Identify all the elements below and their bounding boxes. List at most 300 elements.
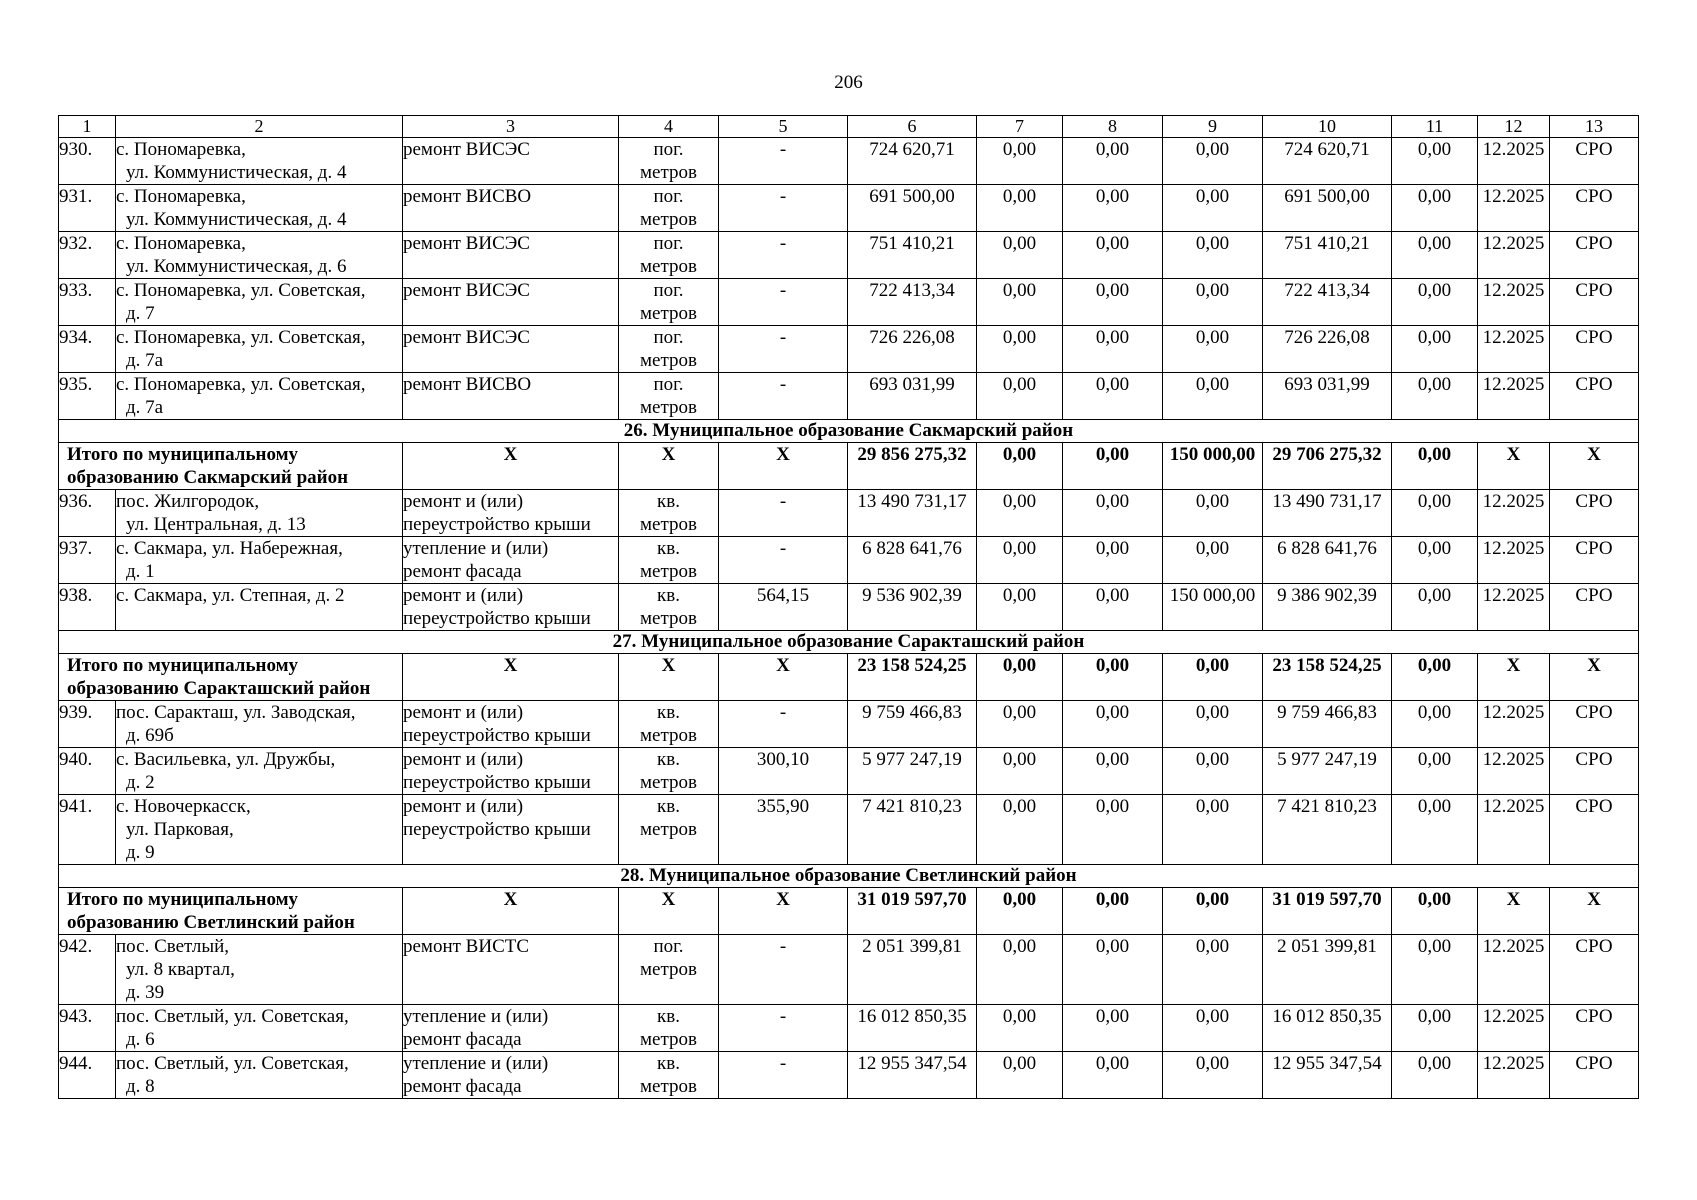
cell-10: 6 828 641,76 [1263,537,1392,584]
section-row [59,865,1639,888]
work-type-cell [403,537,619,584]
cell-line: пог. [653,139,684,160]
cell-11: 0,00 [1392,279,1478,326]
cell-line: пог. [653,327,684,348]
cell-4: X [619,888,719,935]
cell-11: 0,00 [1392,935,1478,1005]
cell-11: 0,00 [1392,326,1478,373]
cell-7: 0,00 [977,888,1063,935]
cell-7: 0,00 [977,490,1063,537]
address-cell [116,138,403,185]
address-cell [116,748,403,795]
cell-9: 0,00 [1163,537,1263,584]
cell-line: д. 8 [126,1076,155,1097]
cell-line: переустройство крыши [403,514,591,535]
cell-10: 23 158 524,25 [1263,654,1392,701]
cell-line: ремонт и (или) [403,796,524,817]
cell-12: 12.2025 [1478,701,1550,748]
work-type-cell [403,279,619,326]
cell-7: 0,00 [977,373,1063,420]
cell-10: 16 012 850,35 [1263,1005,1392,1052]
unit-cell [619,185,719,232]
cell-line: ремонт фасада [403,1076,522,1097]
table-row [59,1052,1639,1099]
cell-7: 0,00 [977,537,1063,584]
cell-6: 693 031,99 [848,373,977,420]
total-label [59,888,403,935]
cell-12: 12.2025 [1478,185,1550,232]
row-number: 930. [59,138,116,185]
cell-8: 0,00 [1063,795,1163,865]
unit-cell [619,748,719,795]
cell-12: 12.2025 [1478,490,1550,537]
address-cell [116,701,403,748]
cell-10: 691 500,00 [1263,185,1392,232]
cell-3: X [403,888,619,935]
cell-10: 2 051 399,81 [1263,935,1392,1005]
cell-13: X [1550,443,1639,490]
cell-10: 29 706 275,32 [1263,443,1392,490]
cell-line: кв. [657,749,680,770]
cell-12: 12.2025 [1478,1052,1550,1099]
cell-line: с. Пономаревка, [116,186,246,207]
cell-7: 0,00 [977,1052,1063,1099]
cell-line: д. 9 [126,842,155,863]
cell-8: 0,00 [1063,138,1163,185]
cell-line: метров [640,959,697,980]
cell-7: 0,00 [977,443,1063,490]
cell-5: - [719,185,848,232]
column-number: 12 [1478,116,1550,138]
table-row [59,748,1639,795]
total-label [59,654,403,701]
cell-line: образованию Сакмарский район [67,467,349,488]
cell-11: 0,00 [1392,138,1478,185]
cell-line: с. Пономаревка, [116,233,246,254]
cell-line: переустройство крыши [403,608,591,629]
address-cell [116,795,403,865]
cell-line: д. 2 [126,772,155,793]
cell-line: ремонт ВИСЭС [403,139,530,160]
cell-12: 12.2025 [1478,232,1550,279]
cell-line: метров [640,514,697,535]
cell-7: 0,00 [977,1005,1063,1052]
cell-4: X [619,443,719,490]
column-number: 8 [1063,116,1163,138]
work-type-cell [403,935,619,1005]
cell-12: X [1478,443,1550,490]
cell-line: кв. [657,538,680,559]
cell-9: 0,00 [1163,654,1263,701]
column-number: 5 [719,116,848,138]
cell-9: 150 000,00 [1163,584,1263,631]
cell-7: 0,00 [977,701,1063,748]
cell-6: 691 500,00 [848,185,977,232]
cell-9: 0,00 [1163,490,1263,537]
cell-13: СРО [1550,279,1639,326]
cell-8: 0,00 [1063,748,1163,795]
cell-line: метров [640,819,697,840]
row-number: 944. [59,1052,116,1099]
row-number: 943. [59,1005,116,1052]
address-cell [116,935,403,1005]
cell-7: 0,00 [977,232,1063,279]
cell-5: 355,90 [719,795,848,865]
cell-line: Итого по муниципальному [67,655,299,676]
column-number: 6 [848,116,977,138]
cell-5: - [719,701,848,748]
cell-11: 0,00 [1392,443,1478,490]
cell-line: ремонт ВИСВО [403,186,532,207]
cell-7: 0,00 [977,748,1063,795]
cell-line: метров [640,772,697,793]
table-row [59,232,1639,279]
cell-8: 0,00 [1063,1005,1163,1052]
cell-10: 751 410,21 [1263,232,1392,279]
unit-cell [619,1005,719,1052]
cell-8: 0,00 [1063,279,1163,326]
cell-7: 0,00 [977,654,1063,701]
cell-8: 0,00 [1063,935,1163,1005]
work-type-cell [403,1005,619,1052]
cell-7: 0,00 [977,935,1063,1005]
capital-repair-table [58,115,1639,1099]
cell-7: 0,00 [977,584,1063,631]
cell-line: с. Пономаревка, ул. Советская, [116,327,366,348]
cell-line: ул. Парковая, [126,819,234,840]
cell-6: 16 012 850,35 [848,1005,977,1052]
cell-13: СРО [1550,1052,1639,1099]
cell-13: СРО [1550,537,1639,584]
cell-line: ремонт ВИСТС [403,936,530,957]
cell-line: с. Новочеркасск, [116,796,251,817]
cell-line: с. Сакмара, ул. Степная, д. 2 [116,585,345,606]
total-label [59,443,403,490]
cell-line: ремонт фасада [403,1029,522,1050]
cell-5: - [719,138,848,185]
cell-line: утепление и (или) [403,1053,549,1074]
cell-5: - [719,537,848,584]
cell-line: кв. [657,1053,680,1074]
cell-12: 12.2025 [1478,795,1550,865]
cell-11: 0,00 [1392,185,1478,232]
cell-5: 564,15 [719,584,848,631]
cell-12: 12.2025 [1478,748,1550,795]
cell-line: с. Васильевка, ул. Дружбы, [116,749,336,770]
page-number: 206 [834,72,863,93]
cell-6: 5 977 247,19 [848,748,977,795]
table-row [59,537,1639,584]
unit-cell [619,138,719,185]
cell-9: 0,00 [1163,1052,1263,1099]
cell-line: метров [640,256,697,277]
cell-line: пос. Светлый, [116,936,230,957]
cell-line: переустройство крыши [403,819,591,840]
row-number: 935. [59,373,116,420]
cell-line: образованию Саракташский район [67,678,371,699]
cell-9: 0,00 [1163,373,1263,420]
table-row [59,1005,1639,1052]
cell-11: 0,00 [1392,1052,1478,1099]
cell-5: - [719,490,848,537]
address-cell [116,279,403,326]
column-number: 1 [59,116,116,138]
cell-line: переустройство крыши [403,772,591,793]
address-cell [116,1052,403,1099]
cell-11: 0,00 [1392,232,1478,279]
address-cell [116,1005,403,1052]
cell-11: 0,00 [1392,1005,1478,1052]
cell-13: СРО [1550,373,1639,420]
cell-13: СРО [1550,138,1639,185]
cell-line: ремонт и (или) [403,702,524,723]
work-type-cell [403,232,619,279]
cell-line: ул. Коммунистическая, д. 4 [126,209,347,230]
cell-6: 23 158 524,25 [848,654,977,701]
address-cell [116,232,403,279]
cell-line: метров [640,1076,697,1097]
cell-6: 9 536 902,39 [848,584,977,631]
cell-6: 31 019 597,70 [848,888,977,935]
cell-13: СРО [1550,584,1639,631]
cell-6: 6 828 641,76 [848,537,977,584]
table-row [59,490,1639,537]
work-type-cell [403,138,619,185]
work-type-cell [403,490,619,537]
cell-11: 0,00 [1392,584,1478,631]
row-number: 934. [59,326,116,373]
row-number: 936. [59,490,116,537]
table-row [59,584,1639,631]
cell-13: СРО [1550,1005,1639,1052]
cell-6: 13 490 731,17 [848,490,977,537]
cell-line: метров [640,725,697,746]
unit-cell [619,1052,719,1099]
cell-13: СРО [1550,490,1639,537]
cell-line: метров [640,303,697,324]
total-row [59,443,1639,490]
cell-line: переустройство крыши [403,725,591,746]
cell-9: 0,00 [1163,795,1263,865]
cell-12: 12.2025 [1478,326,1550,373]
work-type-cell [403,701,619,748]
cell-5: - [719,1052,848,1099]
cell-8: 0,00 [1063,701,1163,748]
cell-10: 722 413,34 [1263,279,1392,326]
cell-13: X [1550,654,1639,701]
cell-line: ул. 8 квартал, [126,959,235,980]
cell-line: ремонт ВИСЭС [403,280,530,301]
cell-8: 0,00 [1063,654,1163,701]
cell-12: 12.2025 [1478,373,1550,420]
row-number: 941. [59,795,116,865]
table-row [59,185,1639,232]
unit-cell [619,701,719,748]
cell-12: 12.2025 [1478,138,1550,185]
cell-12: X [1478,888,1550,935]
cell-line: кв. [657,585,680,606]
cell-8: 0,00 [1063,232,1163,279]
unit-cell [619,326,719,373]
cell-5: - [719,1005,848,1052]
unit-cell [619,232,719,279]
section-title: 27. Муниципальное образование Саракташский район [59,631,1639,654]
cell-6: 726 226,08 [848,326,977,373]
cell-line: метров [640,1029,697,1050]
cell-10: 9 386 902,39 [1263,584,1392,631]
cell-10: 9 759 466,83 [1263,701,1392,748]
cell-line: ремонт и (или) [403,749,524,770]
cell-5: - [719,935,848,1005]
cell-line: с. Пономаревка, ул. Советская, [116,374,366,395]
column-number: 9 [1163,116,1263,138]
row-number: 940. [59,748,116,795]
cell-line: пог. [653,280,684,301]
cell-6: 9 759 466,83 [848,701,977,748]
cell-9: 0,00 [1163,701,1263,748]
cell-line: д. 69б [126,725,174,746]
table-row [59,138,1639,185]
cell-10: 724 620,71 [1263,138,1392,185]
unit-cell [619,373,719,420]
address-cell [116,373,403,420]
cell-line: д. 1 [126,561,155,582]
cell-line: ул. Коммунистическая, д. 4 [126,162,347,183]
cell-9: 0,00 [1163,326,1263,373]
cell-6: 722 413,34 [848,279,977,326]
cell-9: 0,00 [1163,1005,1263,1052]
cell-10: 12 955 347,54 [1263,1052,1392,1099]
cell-5: - [719,373,848,420]
cell-13: СРО [1550,748,1639,795]
cell-line: пог. [653,374,684,395]
cell-line: с. Сакмара, ул. Набережная, [116,538,343,559]
cell-12: 12.2025 [1478,584,1550,631]
cell-line: с. Пономаревка, ул. Советская, [116,280,366,301]
total-row [59,888,1639,935]
cell-line: утепление и (или) [403,1006,549,1027]
work-type-cell [403,326,619,373]
cell-line: пос. Светлый, ул. Советская, [116,1006,349,1027]
cell-9: 0,00 [1163,185,1263,232]
cell-13: СРО [1550,795,1639,865]
cell-8: 0,00 [1063,888,1163,935]
cell-line: ремонт ВИСЭС [403,327,530,348]
cell-line: ремонт ВИСВО [403,374,532,395]
cell-line: д. 7 [126,303,155,324]
table-row [59,373,1639,420]
cell-10: 31 019 597,70 [1263,888,1392,935]
address-cell [116,584,403,631]
row-number: 939. [59,701,116,748]
work-type-cell [403,373,619,420]
cell-line: кв. [657,491,680,512]
cell-line: кв. [657,702,680,723]
cell-line: метров [640,350,697,371]
unit-cell [619,490,719,537]
cell-6: 751 410,21 [848,232,977,279]
row-number: 932. [59,232,116,279]
column-number: 7 [977,116,1063,138]
table-row [59,935,1639,1005]
cell-6: 29 856 275,32 [848,443,977,490]
cell-12: X [1478,654,1550,701]
cell-8: 0,00 [1063,490,1163,537]
cell-10: 7 421 810,23 [1263,795,1392,865]
cell-7: 0,00 [977,138,1063,185]
cell-3: X [403,443,619,490]
cell-line: пог. [653,186,684,207]
unit-cell [619,537,719,584]
cell-11: 0,00 [1392,373,1478,420]
cell-line: Итого по муниципальному [67,444,299,465]
cell-10: 726 226,08 [1263,326,1392,373]
cell-8: 0,00 [1063,1052,1163,1099]
unit-cell [619,795,719,865]
table-row [59,326,1639,373]
cell-4: X [619,654,719,701]
row-number: 933. [59,279,116,326]
cell-10: 693 031,99 [1263,373,1392,420]
cell-8: 0,00 [1063,185,1163,232]
cell-line: ремонт и (или) [403,585,524,606]
cell-5: X [719,443,848,490]
work-type-cell [403,185,619,232]
section-title: 26. Муниципальное образование Сакмарский район [59,420,1639,443]
total-row [59,654,1639,701]
row-number: 942. [59,935,116,1005]
cell-11: 0,00 [1392,537,1478,584]
cell-line: образованию Светлинский район [67,912,355,933]
cell-13: СРО [1550,185,1639,232]
cell-6: 2 051 399,81 [848,935,977,1005]
cell-line: утепление и (или) [403,538,549,559]
cell-5: - [719,326,848,373]
column-number: 2 [116,116,403,138]
work-type-cell [403,795,619,865]
address-cell [116,185,403,232]
cell-6: 7 421 810,23 [848,795,977,865]
cell-line: д. 39 [126,982,165,1003]
cell-6: 724 620,71 [848,138,977,185]
cell-7: 0,00 [977,185,1063,232]
work-type-cell [403,584,619,631]
cell-13: СРО [1550,701,1639,748]
cell-line: д. 6 [126,1029,155,1050]
cell-line: пос. Светлый, ул. Советская, [116,1053,349,1074]
cell-12: 12.2025 [1478,537,1550,584]
cell-11: 0,00 [1392,795,1478,865]
cell-line: д. 7а [126,397,164,418]
cell-line: ремонт и (или) [403,491,524,512]
cell-5: - [719,232,848,279]
work-type-cell [403,1052,619,1099]
cell-line: метров [640,162,697,183]
cell-12: 12.2025 [1478,1005,1550,1052]
table-row [59,795,1639,865]
cell-13: X [1550,888,1639,935]
cell-line: с. Пономаревка, [116,139,246,160]
unit-cell [619,584,719,631]
cell-line: ул. Центральная, д. 13 [126,514,306,535]
cell-9: 150 000,00 [1163,443,1263,490]
row-number: 938. [59,584,116,631]
address-cell [116,326,403,373]
cell-line: метров [640,561,697,582]
cell-line: д. 7а [126,350,164,371]
section-title: 28. Муниципальное образование Светлинский район [59,865,1639,888]
cell-line: пог. [653,936,684,957]
